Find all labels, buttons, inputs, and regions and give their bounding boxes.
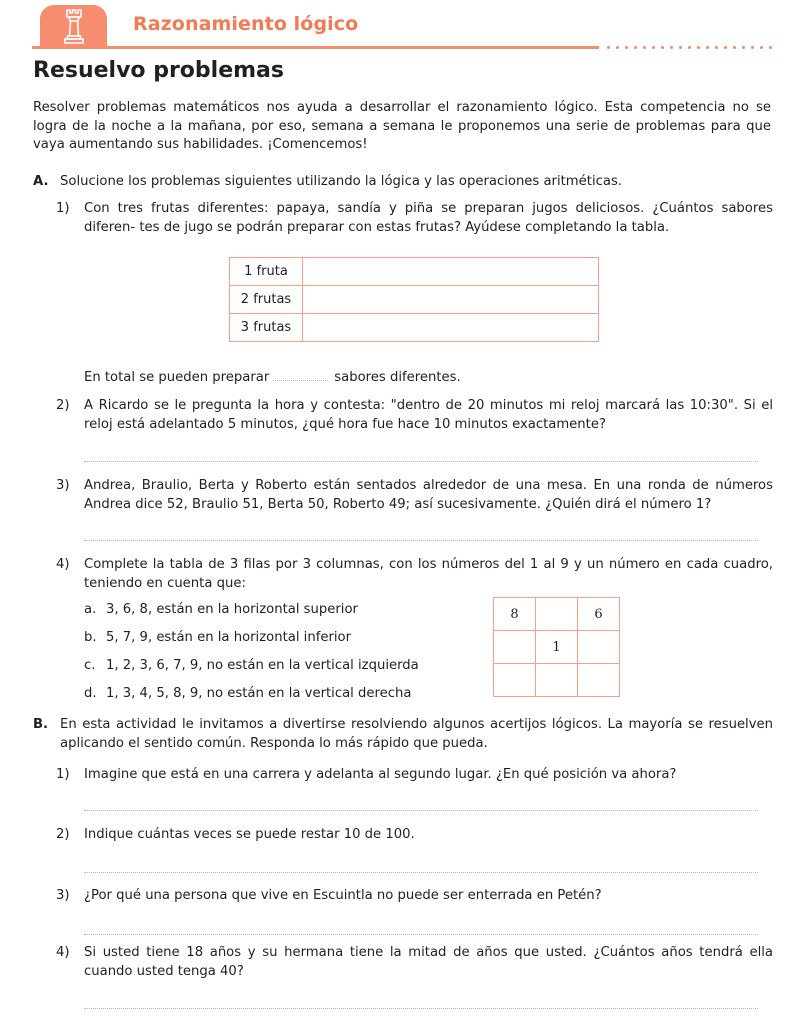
answer-line[interactable] [84,1008,758,1009]
total-blank[interactable] [273,368,328,381]
grid-cell[interactable] [536,664,578,697]
problem-text: ¿Por qué una persona que vive en Escuintla no puede ser enterrada en Petén? [84,888,602,903]
problem-text: Imagine que está en una carrera y adelanta al segundo lugar. ¿En qué posición va ahora? [84,767,677,782]
section-a-instruction: Solucione los problemas siguientes utilizando la lógica y las operaciones aritméticas. [60,174,623,189]
problem-b4 [56,944,773,984]
answer-cell[interactable] [303,314,599,342]
answer-line[interactable] [84,934,758,935]
section-a-letter: A. [33,174,49,189]
grid-cell[interactable] [494,664,536,697]
condition-letter: d. [84,686,97,701]
answer-line[interactable] [84,461,758,462]
problem-a4 [56,556,773,596]
problem-number: 4) [56,557,70,572]
problem-b1 [56,766,773,786]
problem-number: 2) [56,398,70,413]
fruit-combinations-table [229,257,599,342]
problem-number: 3) [56,888,70,903]
header-rule [32,46,599,49]
grid-cell[interactable] [536,598,578,631]
condition-text: 1, 3, 4, 5, 8, 9, no están en la vertical derecha [106,686,412,701]
problem-b2 [56,826,773,846]
number-grid-3x3 [493,597,620,697]
problem-number: 3) [56,478,70,493]
problem-number: 1) [56,767,70,782]
grid-cell[interactable]: 6 [578,598,620,631]
problem-text: Andrea, Braulio, Berta y Roberto están sentados alrededor de una mesa. En una ronda de números Andrea dice 52, Braulio 51, Berta 50, Roberto 49; así sucesivamente. ¿Quién dirá el número 1? [84,478,773,512]
topic-title: Razonamiento lógico [133,13,359,35]
grid-cell[interactable]: 1 [536,631,578,664]
grid-row [494,598,620,631]
condition-letter: b. [84,630,97,645]
grid-row [494,664,620,697]
total-prefix: En total se pueden preparar [84,370,270,385]
grid-cell[interactable]: 8 [494,598,536,631]
table-row [230,258,599,286]
section-a [33,173,773,193]
answer-line[interactable] [84,540,758,541]
problem-a3 [56,477,773,517]
problem-text: Indique cuántas veces se puede restar 10 de 100. [84,827,415,842]
answer-line[interactable] [84,810,758,811]
answer-cell[interactable] [303,258,599,286]
total-sentence [84,368,461,388]
section-b-letter: B. [33,717,49,732]
total-suffix: sabores diferentes. [334,370,461,385]
condition-text: 5, 7, 9, están en la horizontal inferior [106,630,352,645]
grid-cell[interactable] [578,631,620,664]
answer-cell[interactable] [303,286,599,314]
condition-letter: c. [84,658,96,673]
problem-number: 4) [56,945,70,960]
problem-text: Si usted tiene 18 años y su hermana tiene la mitad de años que usted. ¿Cuántos años tendrá ella cuando usted tenga 40? [84,945,773,979]
header-dotted-rule [604,46,774,49]
row-label: 3 frutas [230,314,303,342]
problem-number: 1) [56,201,70,216]
intro-paragraph: Resolver problemas matemáticos nos ayuda a desarrollar el razonamiento lógico. Esta competencia no se logra de la noche a la mañana, por eso, semana a semana le proponemos una serie de problemas para que vaya aumentando sus habilidades. ¡Comencemos! [33,100,771,152]
section-b [33,716,773,756]
condition-text: 3, 6, 8, están en la horizontal superior [106,602,358,617]
row-label: 2 frutas [230,286,303,314]
answer-line[interactable] [84,872,758,873]
problem-number: 2) [56,827,70,842]
problem-a2 [56,397,773,437]
table-row [230,286,599,314]
section-b-instruction: En esta actividad le invitamos a divertirse resolviendo algunos acertijos lógicos. La mayoría se resuelven aplicando el sentido común. Responda lo más rápido que pueda. [60,717,773,751]
condition-text: 1, 2, 3, 6, 7, 9, no están en la vertical izquierda [106,658,419,673]
grid-cell[interactable] [494,631,536,664]
table-row [230,314,599,342]
problem-text: A Ricardo se le pregunta la hora y contesta: "dentro de 20 minutos mi reloj marcará las 10:30". Si el reloj está adelantado 5 minutos, ¿qué hora fue hace 10 minutos exactamente? [84,398,773,432]
problem-b3 [56,887,773,907]
grid-cell[interactable] [578,664,620,697]
problem-text: Complete la tabla de 3 filas por 3 columnas, con los números del 1 al 9 y un número en cada cuadro, teniendo en cuenta que: [84,557,773,591]
topic-badge [40,5,107,48]
condition-letter: a. [84,602,97,617]
page-title: Resuelvo problemas [33,58,284,83]
problem-text: Con tres frutas diferentes: papaya, sandía y piña se preparan jugos deliciosos. ¿Cuántos sabores diferen- tes de jugo se podrán preparar con estas frutas? Ayúdese completando la tabla. [84,201,773,235]
problem-a1 [56,200,773,240]
row-label: 1 fruta [230,258,303,286]
chess-rook-icon [62,8,86,46]
grid-row [494,631,620,664]
